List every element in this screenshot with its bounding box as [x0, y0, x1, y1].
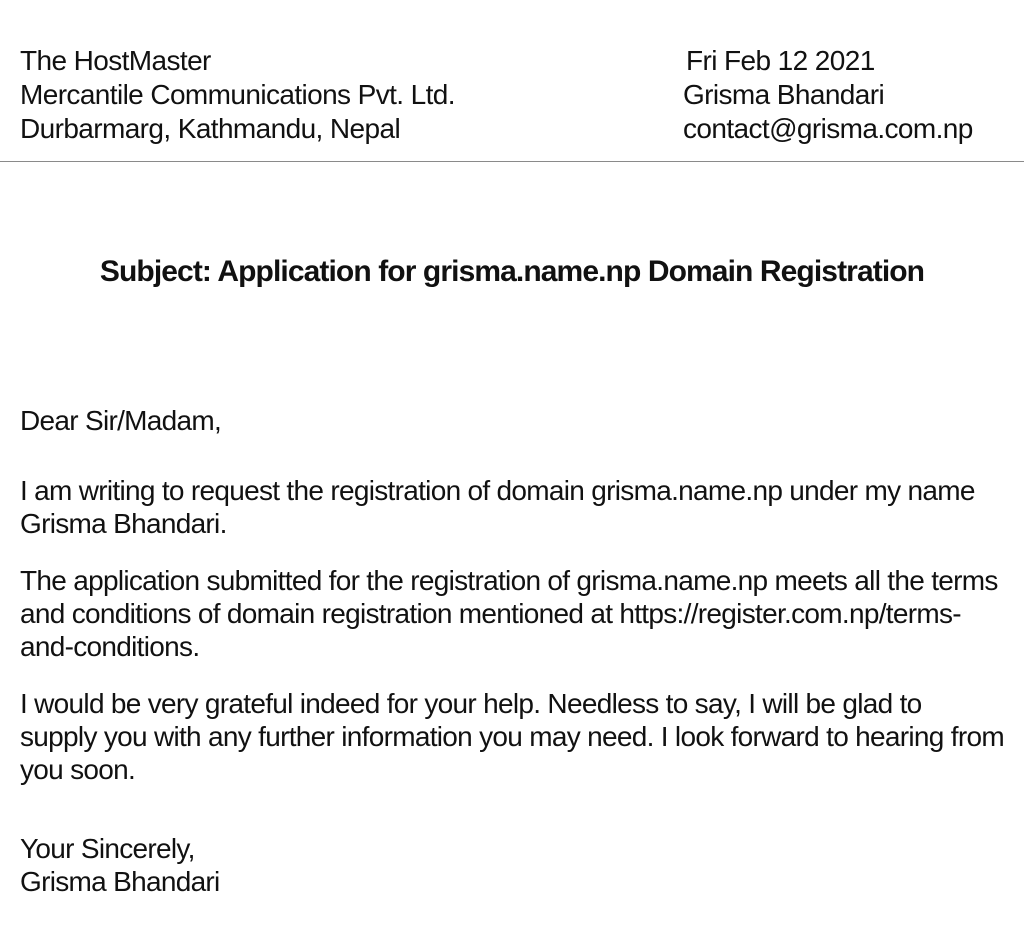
salutation: Dear Sir/Madam, [20, 405, 222, 436]
sender-name: Grisma Bhandari [683, 79, 885, 110]
sender-email: contact@grisma.com.np [683, 113, 973, 144]
recipient-name: The HostMaster [20, 45, 211, 76]
paragraph-terms: The application submitted for the registration of grisma.name.np meets all the terms and conditions of domain registration mentioned at https://register.com.np/terms-and-conditions. [20, 565, 998, 662]
recipient-location: Durbarmarg, Kathmandu, Nepal [20, 113, 401, 144]
recipient-organization: Mercantile Communications Pvt. Ltd. [20, 79, 455, 110]
letter-date: Fri Feb 12 2021 [686, 45, 875, 76]
signature-name: Grisma Bhandari [20, 866, 220, 897]
subject-line: Subject: Application for grisma.name.np Domain Registration [99, 255, 925, 288]
paragraph-request: I am writing to request the registration of domain grisma.name.np under my name Grisma Bhandari. [20, 475, 975, 539]
sender-info-block [683, 44, 973, 146]
recipient-address-block [20, 44, 455, 146]
closing-block [20, 832, 1005, 898]
paragraph-gratitude: I would be very grateful indeed for your help. Needless to say, I will be glad to supply you with any further information you may need. I look forward to hearing from you soon. [20, 688, 1004, 785]
valediction: Your Sincerely, [20, 833, 195, 864]
header-divider [0, 161, 1024, 162]
